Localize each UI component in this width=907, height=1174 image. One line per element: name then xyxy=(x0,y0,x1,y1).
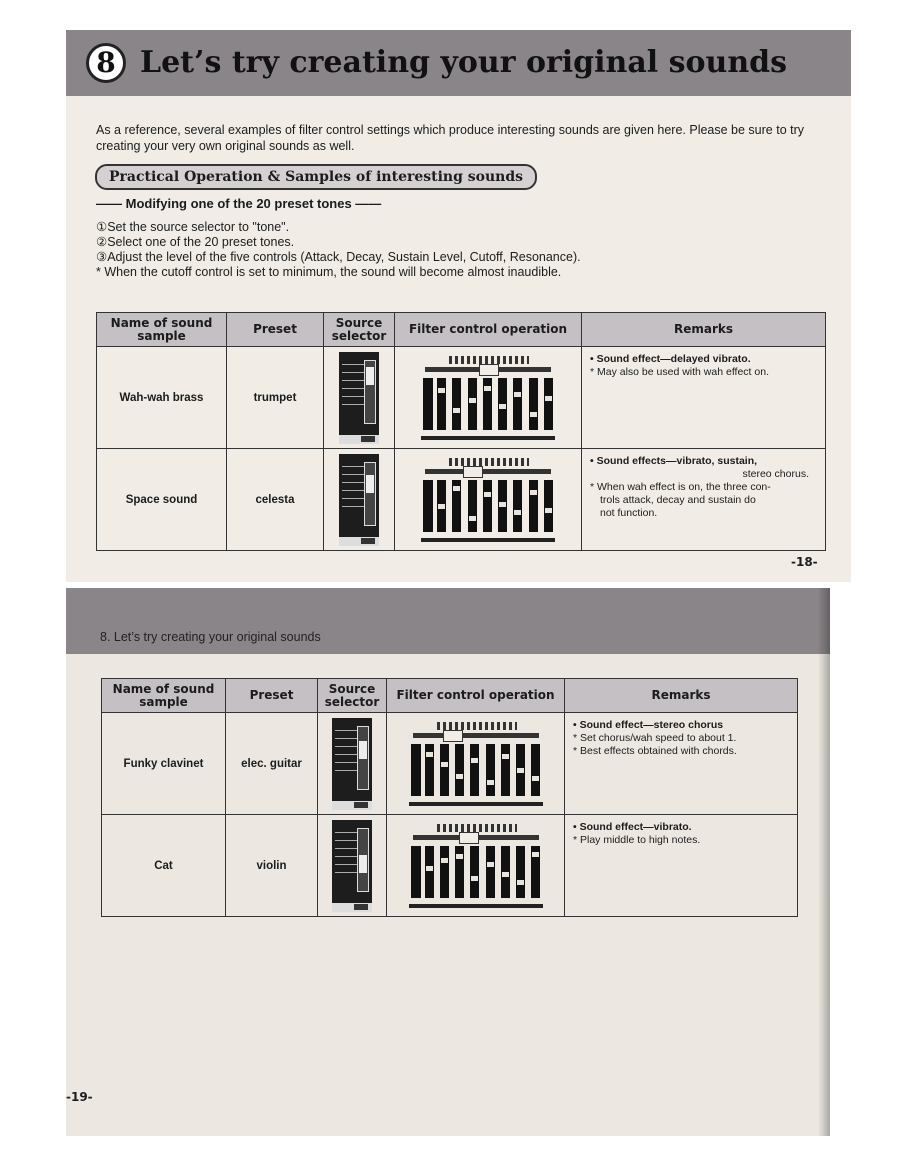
remark-line: • Sound effect—delayed vibrato. xyxy=(590,353,751,365)
remark-line: • Sound effect—vibrato. xyxy=(573,821,692,833)
sound-name: Wah-wah brass xyxy=(97,347,227,449)
preset-name: trumpet xyxy=(227,347,324,449)
source-selector-diagram xyxy=(332,820,372,912)
manual-page-18 xyxy=(66,30,851,582)
remarks-cell xyxy=(582,449,826,551)
source-selector-diagram xyxy=(332,718,372,810)
header-filter: Filter control operation xyxy=(387,679,565,713)
preset-name: elec. guitar xyxy=(226,713,318,815)
manual-page-19 xyxy=(66,588,830,1136)
sound-samples-table xyxy=(101,678,798,917)
sound-name: Cat xyxy=(102,815,226,917)
table-row xyxy=(102,815,798,917)
source-selector-cell xyxy=(324,449,395,551)
chapter-title: Let’s try creating your original sounds xyxy=(140,45,788,80)
table-row xyxy=(97,347,826,449)
sound-name: Space sound xyxy=(97,449,227,551)
filter-panel-cell xyxy=(395,347,582,449)
filter-panel-diagram xyxy=(419,458,557,542)
page-number: -19- xyxy=(66,1090,93,1104)
chapter-number-badge: 8 xyxy=(86,43,126,83)
table-row xyxy=(97,449,826,551)
header-source: Source selector xyxy=(324,313,395,347)
section-heading: Practical Operation & Samples of interesting sounds xyxy=(95,164,537,190)
remark-line: not function. xyxy=(600,507,658,519)
filter-panel-cell xyxy=(387,713,565,815)
header-preset: Preset xyxy=(227,313,324,347)
preset-name: celesta xyxy=(227,449,324,551)
page-header-title: 8. Let’s try creating your original sounds xyxy=(100,630,321,644)
remark-line: trols attack, decay and sustain do xyxy=(600,494,756,506)
sound-samples-table xyxy=(96,312,826,551)
filter-panel-diagram xyxy=(407,722,545,806)
remark-line: stereo chorus. xyxy=(742,468,809,480)
remark-line: * Best effects obtained with chords. xyxy=(573,745,737,757)
header-filter: Filter control operation xyxy=(395,313,582,347)
remark-line: * Set chorus/wah speed to about 1. xyxy=(573,732,737,744)
source-selector-cell xyxy=(324,347,395,449)
remark-line: • Sound effect—stereo chorus xyxy=(573,719,724,731)
page-spine-shadow xyxy=(818,588,830,1136)
source-selector-diagram xyxy=(339,454,379,546)
sound-name: Funky clavinet xyxy=(102,713,226,815)
remarks-cell xyxy=(582,347,826,449)
remarks-cell xyxy=(565,815,798,917)
source-selector-cell xyxy=(318,815,387,917)
remark-line: * When wah effect is on, the three con- xyxy=(590,481,771,493)
header-name: Name of sound sample xyxy=(97,313,227,347)
filter-panel-cell xyxy=(395,449,582,551)
step-2: ②Select one of the 20 preset tones. xyxy=(96,235,295,249)
subheading: —— Modifying one of the 20 preset tones —— xyxy=(96,196,382,211)
chapter-banner xyxy=(66,30,851,96)
step-note: * When the cutoff control is set to minimum, the sound will become almost inaudible. xyxy=(96,265,562,279)
table-row xyxy=(102,713,798,815)
header-preset: Preset xyxy=(226,679,318,713)
filter-panel-diagram xyxy=(419,356,557,440)
page-number: -18- xyxy=(791,555,818,569)
filter-panel-cell xyxy=(387,815,565,917)
intro-paragraph: As a reference, several examples of filter control settings which produce interesting sounds are given here. Please be sure to try creating your very own original sounds as well. xyxy=(96,123,805,153)
header-remarks: Remarks xyxy=(565,679,798,713)
step-1: ①Set the source selector to "tone". xyxy=(96,220,290,234)
header-remarks: Remarks xyxy=(582,313,826,347)
source-selector-cell xyxy=(318,713,387,815)
header-source: Source selector xyxy=(318,679,387,713)
page-header-banner xyxy=(66,588,830,654)
remarks-cell xyxy=(565,713,798,815)
header-name: Name of sound sample xyxy=(102,679,226,713)
remark-line: • Sound effects—vibrato, sustain, xyxy=(590,455,758,467)
remark-line: * May also be used with wah effect on. xyxy=(590,366,769,378)
step-3: ③Adjust the level of the five controls (Attack, Decay, Sustain Level, Cutoff, Resonance). xyxy=(96,250,581,264)
filter-panel-diagram xyxy=(407,824,545,908)
remark-line: * Play middle to high notes. xyxy=(573,834,701,846)
preset-name: violin xyxy=(226,815,318,917)
source-selector-diagram xyxy=(339,352,379,444)
